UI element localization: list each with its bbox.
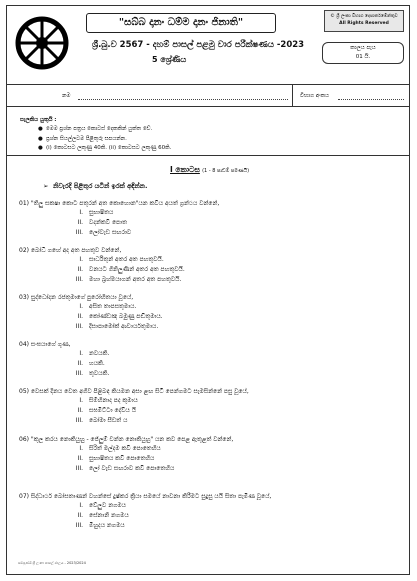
instructions — [20, 116, 380, 153]
answer-option[interactable]: II. වනයට ගිනිලුණින් අතර අත පහතුවයි. — [77, 266, 185, 273]
part-instruction: ➢ නිවැරදි පිළිතුර යටින් ඉරක් අඳින්න. — [43, 182, 148, 190]
question: 01) "තිලු සකෂා කොට පතුරන් අත කොහොන"යන කවිය අයත් ග්‍රන්ථය වන්නේ, I. සුභාෂිතය II. වදන්කවි පොත III. ලෝවැඩ සඟරාව — [19, 200, 399, 238]
answer-option[interactable]: III. බෝමා සීඩත් ය — [75, 417, 128, 424]
page-footer: සම්පූර්ණ ශ්‍රී ලංකා පාසල් ජාලය - 2023/2024 — [18, 561, 86, 565]
answer-option[interactable]: I. සුභාෂිතය — [79, 209, 114, 216]
instruction-item: ● (i) කොටසට ලකුණු 40කි. (ii) කොටසට ලකුණු 60කි. — [38, 144, 172, 151]
answer-option[interactable]: II. වදන්කවි පොත — [77, 219, 127, 226]
page-border — [6, 5, 410, 575]
dharma-wheel-icon — [15, 12, 69, 74]
question: 04) සංඝයාගේ ගුණ, I. නවයකි. II. හයකි. III. තුවයකි. — [19, 341, 399, 379]
copyright-box — [324, 10, 404, 32]
answer-option[interactable]: III. දිසාපාමෝක් ආචාර්යතුමාය. — [75, 323, 159, 330]
answer-option[interactable]: I. සිම්හිනාද පද කුමාය — [79, 397, 138, 404]
copyright-line: © ශ්‍රී ලංකා විභාග දෙපාර්තමේන්තුව — [330, 14, 398, 19]
part-title: I කොටස — [170, 165, 200, 174]
answer-option[interactable]: II. කෝණ්ඩඤ බමුණු පඬිතුමාය. — [77, 313, 163, 320]
answer-option[interactable]: III. මිහුදය නගමය — [75, 522, 125, 529]
answer-option[interactable]: III. මහා බ්‍රහ්මයාගන් අතර අත පහතුවයි. — [75, 276, 182, 283]
time-value: 01 යි. — [355, 54, 371, 60]
instruction-item: ● මෙම ප්‍රශ්න පත්‍රය කොටස් දෙකකින් යුක්ත වේ. — [38, 126, 153, 133]
divider — [292, 84, 293, 106]
answer-option[interactable]: II. සුභාෂිතය කවි පොතෙහිය — [77, 455, 155, 462]
series-title: "සබ්බ දානං ධම්ම දානං ජිනාති" — [86, 13, 276, 33]
answer-option[interactable]: I. සිරිත් මල්දම කවි පොතෙහිය — [79, 445, 161, 452]
answer-option[interactable]: I. නවයකි. — [79, 350, 110, 357]
question: 02) බෝධි ගහේ අද අත පහතුව වන්නේ, I. සාර්ධිතුන් අතර අත පහතුවයි. II. වනයට ගිනිලුණින් අතර අත පහතුවයි. III. මහා බ්‍රහ්මයාගන් අතර අත පහතුවයි. — [19, 247, 399, 285]
answer-option[interactable]: III. ලෝ වැඩ සඟරාව කවි පොතෙහිය — [75, 465, 175, 472]
question: 03) සුද්ධෝදන රජතුමාගේ පුරෝහිතයා වූයේ, I. අසිත තාපසතුමාය. II. කෝණ්ඩඤ බමුණු පඬිතුමාය. III. දිසාපාමෝක් ආචාර්යතුමාය. — [19, 294, 399, 332]
name-label: නම — [62, 93, 71, 99]
divider — [7, 155, 409, 156]
answer-option[interactable]: II. සේනානි නගමය — [77, 512, 129, 519]
time-label: කාලය පැය — [350, 45, 376, 51]
answer-option[interactable]: III. ලෝවැඩ සඟරාව — [75, 229, 132, 236]
instruction-item: ● ප්‍රශ්න සියල්ලටම පිළිතුරු සපයන්න. — [38, 135, 127, 142]
grade-label: 5 ශ්‍රේණිය — [152, 55, 187, 64]
exam-title: ශ්‍රී.බු.ව 2567 - දහම් පාසල් පළමු වාර පරීක්ෂණය -2023 — [92, 40, 305, 50]
answer-option[interactable]: II. සඝමිට්ටා දේවිය යි — [77, 407, 137, 414]
arrow-icon: ➢ — [43, 182, 53, 190]
index-label: විභාග අංකය — [300, 93, 329, 99]
index-field[interactable] — [338, 99, 404, 100]
divider — [7, 106, 409, 107]
answer-option[interactable]: I. අසිත තාපසතුමාය. — [79, 303, 137, 310]
question: 05) වෙසක් දිනය වෙත අගිව පිළිබඳ කියමන අසා ළඟ සිටි පෙන්ගමට සැමසින්නේ පසු වූයේ, I. සිම්හිනාද පද කුමාය II. සඝමිට්ටා දේවිය යි III. බෝමා සීඩත් ය — [19, 388, 399, 426]
answer-option[interactable]: I. සාර්ධිතුන් අතර අත පහතුවයි. — [79, 256, 164, 263]
answer-option[interactable]: II. හයකි. — [77, 360, 105, 367]
name-field[interactable] — [78, 99, 288, 100]
time-box — [322, 42, 404, 64]
copyright-line: All Rights Reserved — [339, 21, 389, 26]
answer-option[interactable]: III. තුවයකි. — [75, 370, 110, 377]
part-heading — [170, 165, 249, 175]
part-range: (1 - 8 පාඩම් පමණයි) — [202, 168, 250, 174]
question: 07) සිද්ධාර්ථ බෝසතාණන් වහන්සේ දුෂ්කර ක්‍රියා සමයේ නාවනා කිරීමට සුදුසු යයි සිතා පැමිණ වූයේ, I. වේලුව නගමය II. සේනානි නගමය III. මිහුදය නගමය — [19, 493, 399, 531]
instructions-heading: සැලකිය යුතුයි : — [20, 117, 57, 123]
answer-option[interactable]: I. වේලුව නගමය — [79, 502, 126, 509]
question: 06) "කුල කරය නොකියුහු - ජේලුම් චන්න නොකියුහු" යන කව පෙළ ඇතුළත් වන්නේ, I. සිරිත් මල්දම කවි පොතෙහිය II. සුභාෂිතය කවි පොතෙහිය III. ලෝ වැඩ සඟරාව කවි පොතෙහිය — [19, 436, 399, 474]
divider — [7, 84, 409, 85]
